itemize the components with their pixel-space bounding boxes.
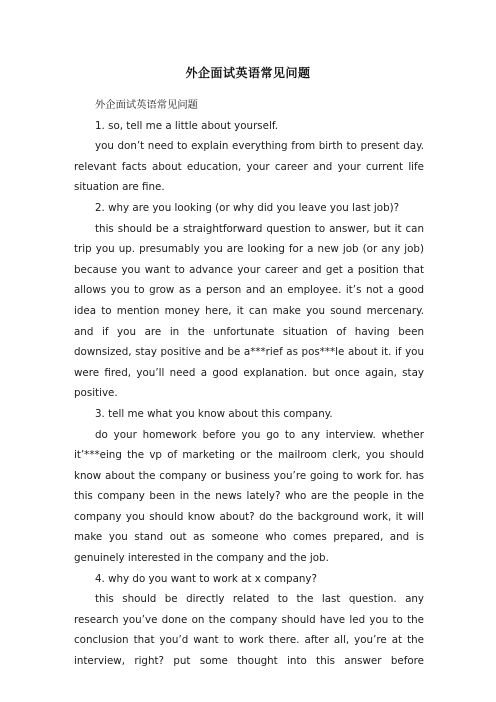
question-2: 2. why are you looking (or why did you leave you last job)? bbox=[95, 201, 400, 214]
document-body bbox=[74, 95, 424, 672]
question-3: 3. tell me what you know about this company. bbox=[95, 407, 333, 420]
paragraph-subtitle: 外企面试英语常见问题 bbox=[95, 99, 198, 111]
question-4: 4. why do you want to work at x company? bbox=[95, 572, 317, 585]
answer-3: do your homework before you go to any interview. whether it’***eing the vp of marketing or the mailroom clerk, you should know about the company or business you’re going to work for. has this company been in the news lately? who are the people in the company you should know about? do the background work, it will make you stand out as someone who comes prepared, and is genuinely interested in the company and the job. bbox=[74, 428, 424, 565]
answer-2: this should be a straightforward question to answer, but it can trip you up. presumably you are looking for a new job (or any job) because you want to advance your career and get a position that allows you to grow as a person and an employee. it’s not a good idea to mention money here, it can make you sound mercenary. and if you are in the unfortunate situation of having been downsized, stay positive and be a***rief as pos***le about it. if you were fired, you’ll need a good explanation. but once again, stay positive. bbox=[74, 222, 424, 400]
document-title: 外企面试英语常见问题 bbox=[185, 66, 311, 80]
question-1: 1. so, tell me a little about yourself. bbox=[95, 119, 279, 132]
answer-1: you don’t need to explain everything from birth to present day. relevant facts about education, your career and your current life situation are fine. bbox=[74, 140, 424, 194]
answer-4: this should be directly related to the last question. any research you’ve done on the company should have led you to the conclusion that you’d want to work there. after all, you’re at the interview, right? put some thought into this answer before bbox=[74, 593, 424, 668]
